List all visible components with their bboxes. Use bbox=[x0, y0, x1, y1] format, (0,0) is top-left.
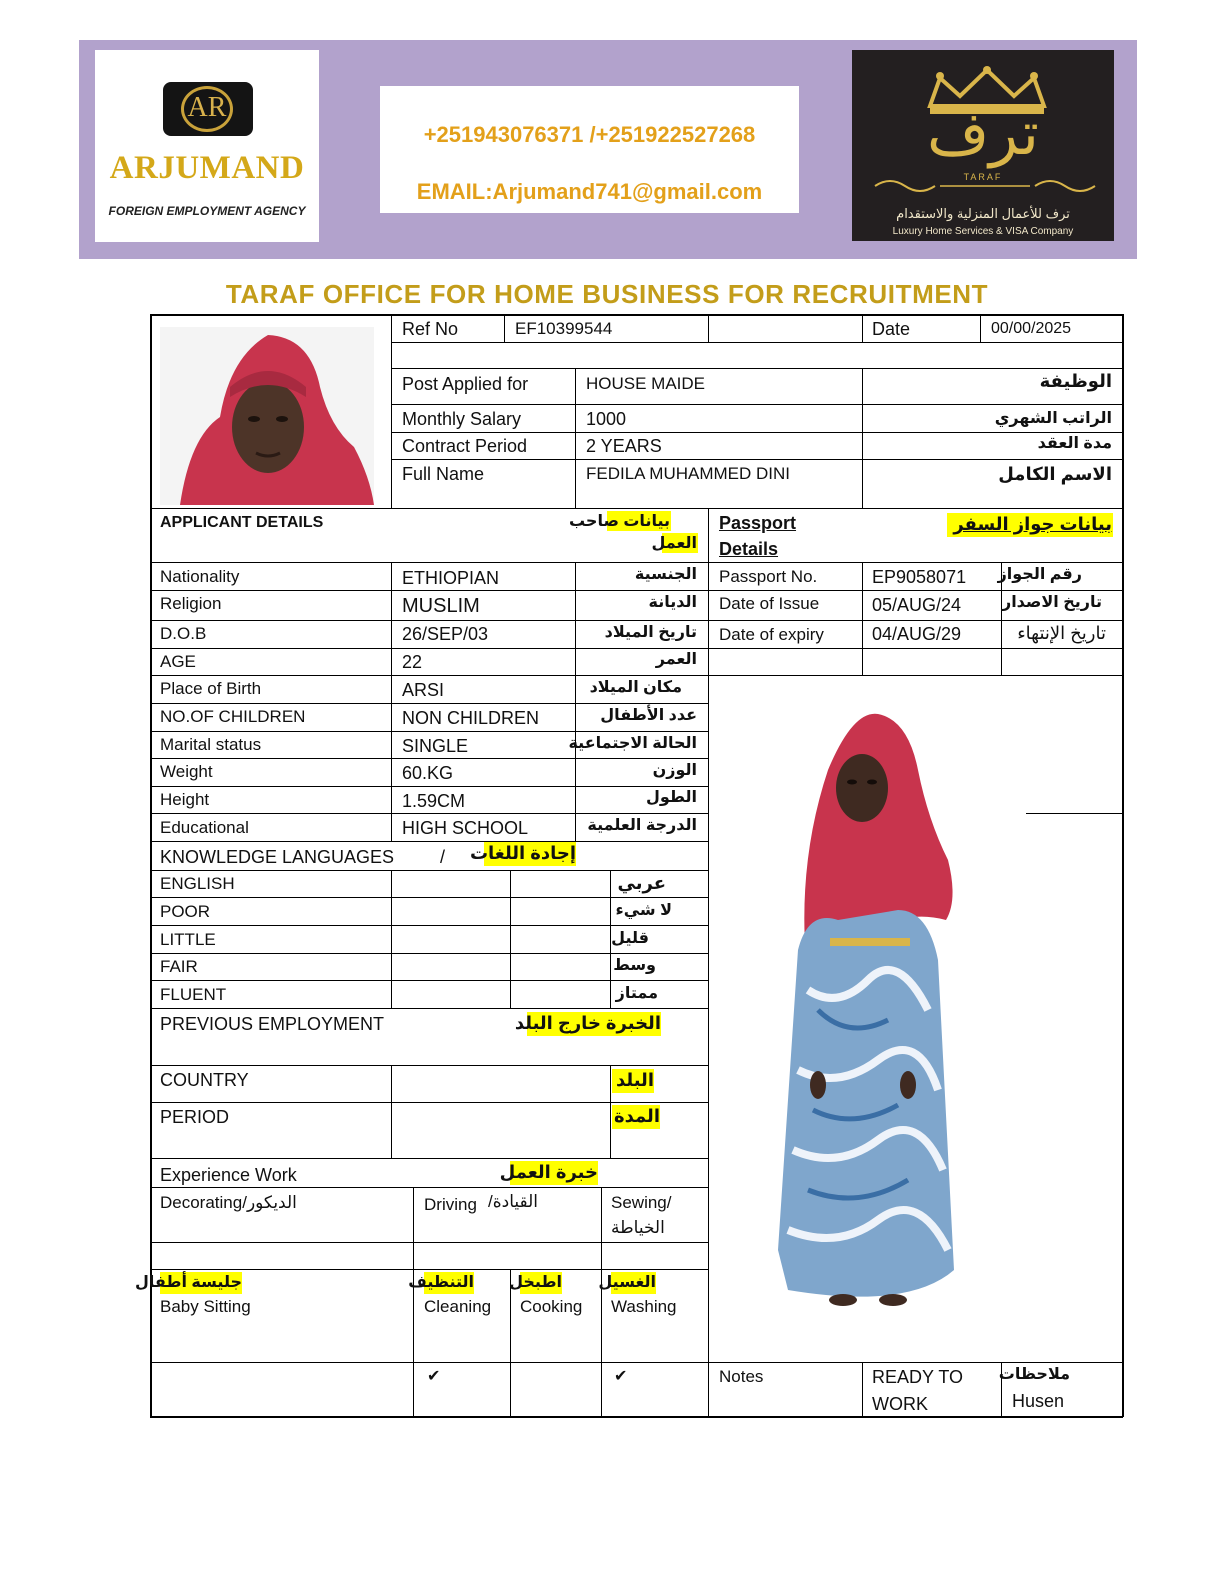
marital-status-value: SINGLE bbox=[402, 736, 469, 756]
education-label: Educational bbox=[160, 818, 249, 837]
driving-label: Driving bbox=[424, 1195, 477, 1214]
contract-period-arabic: مدة العقد bbox=[1037, 435, 1112, 452]
weight-value: 60.KG bbox=[402, 763, 454, 783]
language-level-fair-arabic: وسط bbox=[613, 957, 656, 974]
passport-details-heading-2: Details bbox=[719, 539, 779, 559]
notes-label: Notes bbox=[719, 1367, 764, 1386]
height-value: 1.59CM bbox=[402, 791, 466, 811]
dob-label: D.O.B bbox=[160, 624, 207, 643]
experience-work-heading: Experience Work bbox=[160, 1165, 297, 1185]
passport-details-heading-1: Passport bbox=[719, 513, 797, 533]
washing-check-icon: ✔ bbox=[614, 1368, 628, 1385]
nationality-value: ETHIOPIAN bbox=[402, 568, 500, 588]
taraf-mark: ترف bbox=[926, 99, 1039, 169]
passport-no-value: EP9058071 bbox=[872, 567, 967, 587]
contract-period-value: 2 YEARS bbox=[586, 436, 662, 456]
passport-details-arabic: بيانات جواز السفر bbox=[953, 514, 1112, 534]
languages-slash: / bbox=[440, 847, 446, 867]
education-value: HIGH SCHOOL bbox=[402, 818, 529, 838]
place-of-birth-arabic: مكان الميلاد bbox=[589, 679, 682, 696]
applicant-details-arabic-2: العمل bbox=[651, 535, 697, 552]
age-arabic: العمر bbox=[655, 651, 697, 668]
monthly-salary-value: 1000 bbox=[586, 409, 627, 429]
passport-no-arabic: رقم الجواز bbox=[997, 566, 1082, 583]
applicant-details-heading: APPLICANT DETAILS bbox=[160, 514, 324, 531]
monthly-salary-arabic: الراتب الشهري bbox=[994, 410, 1112, 427]
language-row-english: ENGLISH bbox=[160, 874, 235, 893]
nationality-arabic: الجنسية bbox=[634, 566, 697, 583]
applicant-full-body-photo bbox=[758, 710, 962, 1318]
phone-numbers: +251943076371 /+251922527268 bbox=[423, 122, 756, 147]
religion-arabic: الديانة bbox=[648, 594, 697, 611]
passport-no-label: Passport No. bbox=[719, 567, 818, 586]
period-arabic: المدة bbox=[613, 1106, 660, 1126]
full-name-value: FEDILA MUHAMMED DINI bbox=[586, 464, 791, 483]
cleaning-check-icon: ✔ bbox=[427, 1368, 441, 1385]
dob-arabic: تاريخ الميلاد bbox=[604, 624, 697, 641]
language-level-poor-arabic: لا شيء bbox=[615, 902, 672, 919]
issue-date-arabic: تاريخ الاصدار bbox=[1001, 594, 1102, 611]
issue-date-value: 05/AUG/24 bbox=[872, 595, 962, 615]
date-label: Date bbox=[872, 319, 911, 339]
children-arabic: عدد الأطفال bbox=[600, 707, 697, 724]
baby-sitting-label: Baby Sitting bbox=[160, 1297, 251, 1316]
ar-monogram: AR bbox=[187, 92, 227, 123]
full-name-label: Full Name bbox=[402, 464, 485, 484]
marital-status-label: Marital status bbox=[160, 735, 262, 754]
page-title: TARAF OFFICE FOR HOME BUSINESS FOR RECRUITMENT bbox=[225, 279, 989, 309]
notes-value-line-1: READY TO bbox=[872, 1367, 964, 1387]
cooking-label: Cooking bbox=[520, 1297, 583, 1316]
issue-date-label: Date of Issue bbox=[719, 594, 820, 613]
contract-period-label: Contract Period bbox=[402, 436, 528, 456]
period-label: PERIOD bbox=[160, 1107, 230, 1127]
children-label: NO.OF CHILDREN bbox=[160, 707, 306, 726]
sewing-arabic: الخياطة bbox=[611, 1218, 665, 1237]
weight-label: Weight bbox=[160, 762, 213, 781]
taraf-wordmark: TARAF bbox=[963, 172, 1003, 182]
ref-no-label: Ref No bbox=[402, 319, 459, 339]
language-level-poor: POOR bbox=[160, 902, 211, 921]
agent-name: Husen bbox=[1012, 1391, 1065, 1411]
place-of-birth-label: Place of Birth bbox=[160, 679, 262, 698]
age-value: 22 bbox=[402, 652, 423, 672]
cleaning-arabic: التنظيف bbox=[408, 1274, 474, 1291]
post-applied-arabic: الوظيفة bbox=[1039, 371, 1112, 391]
nationality-label: Nationality bbox=[160, 567, 240, 586]
religion-label: Religion bbox=[160, 594, 222, 613]
languages-arabic: إجادة اللغات bbox=[469, 843, 576, 863]
country-label: COUNTRY bbox=[160, 1070, 249, 1090]
height-label: Height bbox=[160, 790, 210, 809]
religion-value: MUSLIM bbox=[402, 595, 480, 617]
notes-arabic: ملاحظات bbox=[998, 1366, 1070, 1383]
baby-sitting-arabic: جليسة أطفال bbox=[135, 1274, 242, 1291]
full-name-arabic: الاسم الكامل bbox=[998, 464, 1112, 484]
weight-arabic: الوزن bbox=[652, 762, 697, 779]
expiry-date-value: 04/AUG/29 bbox=[872, 624, 962, 644]
taraf-arabic-tagline: ترف للأعمال المنزلية والاستقدام bbox=[896, 206, 1070, 221]
education-arabic: الدرجة العلمية bbox=[587, 817, 697, 834]
language-level-fair: FAIR bbox=[160, 957, 198, 976]
ref-no-value: EF10399544 bbox=[515, 319, 613, 338]
height-arabic: الطول bbox=[646, 789, 697, 806]
age-label: AGE bbox=[160, 652, 196, 671]
language-level-little-arabic: قليل bbox=[611, 930, 649, 947]
agency-name: ARJUMAND bbox=[109, 150, 305, 186]
washing-label: Washing bbox=[611, 1297, 677, 1316]
dob-value: 26/SEP/03 bbox=[402, 624, 489, 644]
cooking-arabic: اطبخل bbox=[509, 1274, 562, 1291]
previous-employment-heading: PREVIOUS EMPLOYMENT bbox=[160, 1014, 385, 1034]
expiry-date-label: Date of expiry bbox=[719, 625, 824, 644]
experience-work-arabic: خبرة العمل bbox=[499, 1162, 598, 1182]
driving-arabic: /القيادة bbox=[488, 1192, 539, 1211]
washing-arabic: الغسيل bbox=[598, 1274, 656, 1291]
notes-value-line-2: WORK bbox=[872, 1394, 928, 1414]
taraf-english-tagline: Luxury Home Services & VISA Company bbox=[892, 226, 1074, 237]
applicant-details-arabic-1: بيانات صاحب bbox=[568, 513, 670, 530]
previous-employment-arabic: الخبرة خارج البلد bbox=[514, 1013, 661, 1033]
applicant-portrait-photo bbox=[160, 327, 374, 505]
marital-status-arabic: الحالة الاجتماعية bbox=[568, 735, 697, 752]
agency-subtitle: FOREIGN EMPLOYMENT AGENCY bbox=[108, 204, 306, 218]
place-of-birth-value: ARSI bbox=[402, 680, 445, 700]
language-row-english-arabic: عربي bbox=[617, 873, 666, 893]
decorating-label: Decorating/الديكور bbox=[160, 1193, 297, 1212]
sewing-label: Sewing/ bbox=[611, 1193, 672, 1212]
children-value: NON CHILDREN bbox=[402, 708, 540, 728]
monthly-salary-label: Monthly Salary bbox=[402, 409, 522, 429]
email-address: EMAIL:Arjumand741@gmail.com bbox=[416, 179, 763, 204]
language-level-little: LITTLE bbox=[160, 930, 216, 949]
language-level-fluent: FLUENT bbox=[160, 985, 227, 1004]
post-applied-value: HOUSE MAIDE bbox=[586, 374, 706, 393]
country-arabic: البلد bbox=[615, 1070, 654, 1090]
cleaning-label: Cleaning bbox=[424, 1297, 492, 1316]
languages-heading: KNOWLEDGE LANGUAGES bbox=[160, 847, 395, 867]
language-level-fluent-arabic: ممتاز bbox=[615, 985, 658, 1002]
post-applied-label: Post Applied for bbox=[402, 374, 529, 394]
date-value: 00/00/2025 bbox=[991, 320, 1072, 337]
expiry-date-arabic: تاريخ الإنتهاء bbox=[1017, 623, 1106, 643]
